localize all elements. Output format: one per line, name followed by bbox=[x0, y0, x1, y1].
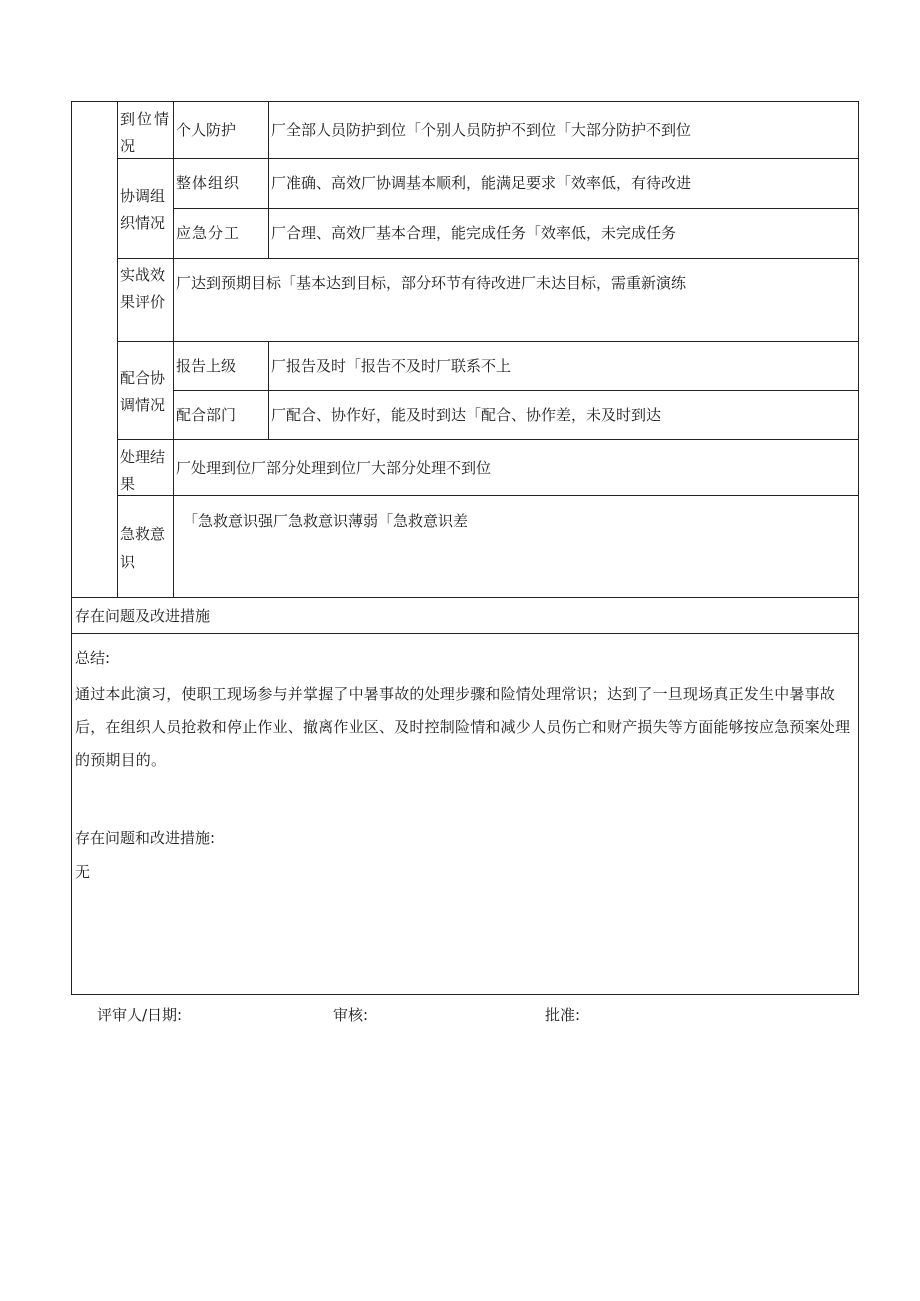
row-label-shizhan: 实战效果评价 bbox=[120, 266, 166, 311]
improvement-header: 存在问题及改进措施 bbox=[75, 607, 211, 625]
reviewer-date-label: 评审人/日期: bbox=[97, 1006, 183, 1024]
row-divider bbox=[117, 158, 859, 159]
options-personal-protection: 厂全部人员防护到位「个别人员防护不到位「大部分防护不到位 bbox=[271, 121, 692, 139]
row-label-peihe: 配合协调情况 bbox=[120, 369, 166, 414]
issues-heading: 存在问题和改进措施: bbox=[75, 829, 216, 847]
options-first-aid-awareness: 「急救意识强厂急救意识薄弱「急救意识差 bbox=[183, 512, 469, 530]
row-divider bbox=[71, 633, 859, 634]
row-label-chuli: 处理结果 bbox=[120, 448, 166, 493]
row-divider bbox=[117, 341, 859, 342]
options-overall-organization: 厂准确、高效厂协调基本顺利，能满足要求「效率低，有待改进 bbox=[271, 174, 692, 192]
row-divider bbox=[117, 495, 859, 496]
sub-label-overall-organization: 整体组织 bbox=[176, 174, 241, 192]
col-divider-outer bbox=[117, 101, 118, 597]
row-divider bbox=[173, 208, 859, 209]
sub-label-emergency-division: 应急分工 bbox=[176, 224, 241, 242]
sub-label-personal-protection: 个人防护 bbox=[176, 121, 237, 139]
options-cooperating-departments: 厂配合、协作好，能及时到达「配合、协作差，未及时到达 bbox=[271, 406, 662, 424]
sub-label-cooperating-departments: 配合部门 bbox=[176, 406, 237, 424]
options-handling-result: 厂处理到位厂部分处理到位厂大部分处理不到位 bbox=[176, 459, 492, 477]
issues-body: 无 bbox=[75, 863, 91, 881]
summary-heading: 总结: bbox=[75, 649, 111, 667]
col-divider-label bbox=[173, 101, 174, 597]
approve-label: 批准: bbox=[545, 1006, 581, 1024]
row-label-xietiao: 协调组织情况 bbox=[120, 187, 166, 232]
summary-body: 通过本此演习，使职工现场参与并掌握了中暑事故的处理步骤和险情处理常识；达到了一旦现场真正发生中暑事故后，在组织人员抢救和停止作业、撤离作业区、及时控制险情和减少人员伤亡和财产损失等方面能够按应急预案处理的预期目的。 bbox=[75, 685, 851, 769]
row-divider bbox=[71, 597, 859, 598]
options-report-superior: 厂报告及时「报告不及时厂联系不上 bbox=[271, 357, 512, 375]
row-label-jijiu: 急救意识 bbox=[120, 525, 166, 571]
audit-label: 审核: bbox=[333, 1006, 369, 1024]
row-divider bbox=[173, 390, 859, 391]
row-divider bbox=[117, 439, 859, 440]
col-divider-sub bbox=[268, 101, 269, 158]
row-divider bbox=[117, 258, 859, 259]
options-practical-effect: 厂达到预期目标「基本达到目标，部分环节有待改进厂未达目标，需重新演练 bbox=[176, 274, 687, 292]
options-emergency-division: 厂合理、高效厂基本合理，能完成任务「效率低，未完成任务 bbox=[271, 224, 677, 242]
row-label-daowei: 到位情况 bbox=[120, 110, 172, 155]
sub-label-report-superior: 报告上级 bbox=[176, 357, 237, 375]
